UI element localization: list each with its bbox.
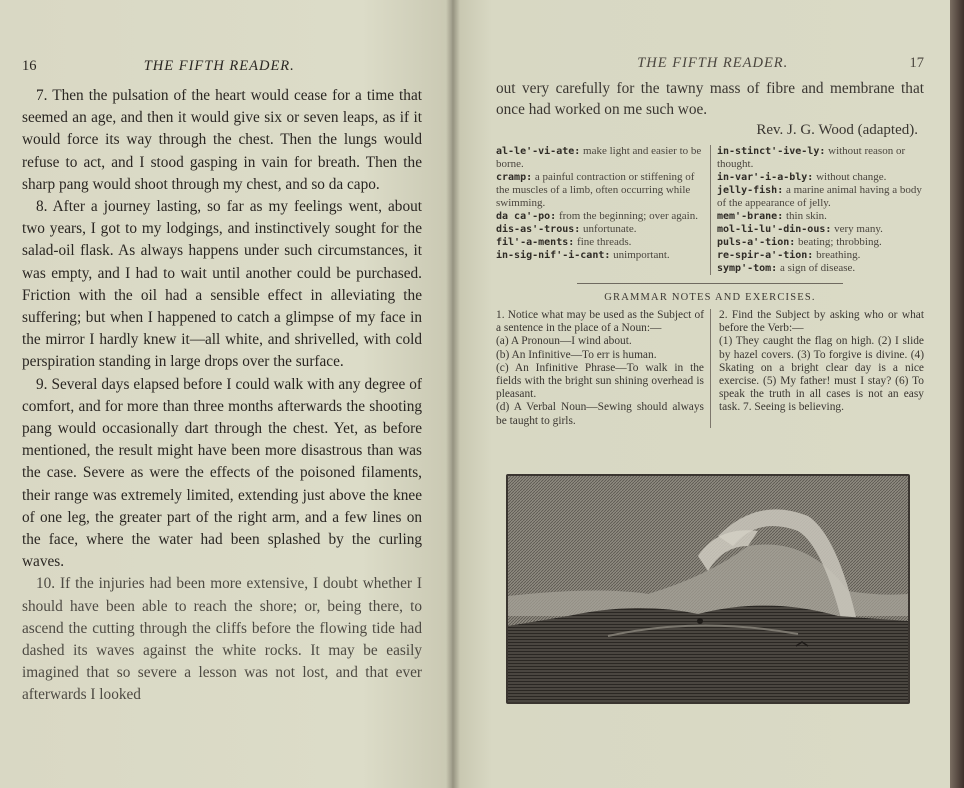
left-running-title: THE FIFTH READER. <box>143 58 295 74</box>
vocabulary-column-right <box>710 145 924 275</box>
vocab-entry: jelly-fish: a marine animal having a body of the appearance of jelly. <box>717 184 922 209</box>
seascape-engraving <box>508 476 908 702</box>
right-page-number: 17 <box>909 55 924 71</box>
vocab-entry: mem'-brane: thin skin. <box>717 210 827 222</box>
grammar-heading: GRAMMAR NOTES AND EXERCISES. <box>604 292 816 303</box>
right-running-head <box>496 55 924 72</box>
paragraph-9: 9. Several days elapsed before I could walk with any degree of comfort, and for more than three months afterwards the shooting pang would occasionally dart through the chest. Yet, as before mentioned, the result might have been more disastrous than was the case. Severe as were the effects of the poisoned filaments, their range was extremely limited, extending just above the knee of one leg, the greater part of the right arm, and a few lines on the face, where the water had been splashed by the curling waves. <box>22 375 422 571</box>
paragraph-8: 8. After a journey lasting, so far as my feelings went, about two years, I got to my lodgings, and instinctively sought for the salad-oil flask. As always happens under such circumstances, it was empty, and I had to wait until another could be purchased. Friction with the oil had a sensible effect in alleviating the suffering; but when I happened to catch a glimpse of my face in the mirror I hardly knew it—all white, and shrivelled, with cold perspiration standing in large drops over the surface. <box>22 198 422 371</box>
right-page <box>452 0 950 788</box>
sea <box>508 605 908 702</box>
grammar-line: (c) An Infinitive Phrase—To walk in the fields with the bright sun shining overhead is pleasant. <box>496 361 704 401</box>
vocab-entry: symp'-tom: a sign of disease. <box>717 262 856 274</box>
grammar-line: 2. Find the Subject by asking who or what before the Verb:— <box>719 309 924 335</box>
vocab-entry: in-sig-nif'-i-cant: unimportant. <box>496 249 670 261</box>
grammar-line: (a) A Pronoun—I wind about. <box>496 335 632 348</box>
grammar-line: 1. Notice what may be used as the Subject of a sentence in the place of a Noun:— <box>496 309 704 335</box>
grammar-column-left <box>496 309 710 428</box>
vocab-entry: in-stinct'-ive-ly: without reason or thought. <box>717 145 906 170</box>
vocab-entry: fil'-a-ments: fine threads. <box>496 236 632 248</box>
vocab-entry: in-var'-i-a-bly: without change. <box>717 171 887 183</box>
left-page-number: 16 <box>22 58 37 74</box>
grammar-exercises <box>496 309 924 428</box>
engraving-illustration <box>506 474 910 704</box>
vocab-entry: puls-a'-tion: beating; throbbing. <box>717 236 882 248</box>
vocab-entry: re-spir-a'-tion: breathing. <box>717 249 861 261</box>
grammar-line: (d) A Verbal Noun—Sewing should always be taught to girls. <box>496 401 704 427</box>
vocab-entry: dis-as'-trous: unfortunate. <box>496 223 637 235</box>
section-divider <box>577 283 842 284</box>
left-page <box>0 0 452 788</box>
paragraph-10: 10. If the injuries had been more extensive, I doubt whether I should have been able to reach the shore; or, being there, to ascend the cutting through the cliffs before the flowing tide had dashed its waves against the white rocks. It may be easily imagined that so severe a lesson was not lost, and that ever afterwards I looked <box>22 575 422 704</box>
vocabulary-column-left <box>496 145 710 275</box>
book-gutter <box>446 0 460 788</box>
swimmer-figure <box>697 618 703 624</box>
right-running-title: THE FIFTH READER. <box>637 55 789 71</box>
vocab-entry: da ca'-po: from the beginning; over again. <box>496 210 698 222</box>
vocabulary-list <box>496 145 924 275</box>
paragraph-7: 7. Then the pulsation of the heart would cease for a time that seemed an age, and then it would give six or seven leaps, as if it would force its way through the chest. Then the lungs would refuse to act, and I stood gasping in vain for breath. Then the sharp pang would shoot through my chest, and so da capo. <box>22 87 422 193</box>
vocab-entry: al-le'-vi-ate: make light and easier to be borne. <box>496 145 702 170</box>
vocab-entry: mol-li-lu'-din-ous: very many. <box>717 223 883 235</box>
left-running-head <box>22 58 422 75</box>
grammar-line: (1) They caught the flag on high. (2) I slide by hazel covers. (3) To forgive is divine. (4) Skating on a bright clear day is a nice exercise. (5) My father! must I stay? (6) To speak the truth in all cases is not an easy task. 7. Seeing is believing. <box>719 335 924 414</box>
continuation-text: out very carefully for the tawny mass of fibre and membrane that once had worked on me such woe. <box>496 80 924 118</box>
grammar-column-right <box>710 309 924 428</box>
grammar-line: (b) An Infinitive—To err is human. <box>496 348 657 361</box>
vocab-entry: cramp: a painful contraction or stiffening of the muscles of a limb, often occurring while swimming. <box>496 171 695 209</box>
attribution: Rev. J. G. Wood (adapted). <box>756 122 918 138</box>
book-cover-edge <box>950 0 964 788</box>
